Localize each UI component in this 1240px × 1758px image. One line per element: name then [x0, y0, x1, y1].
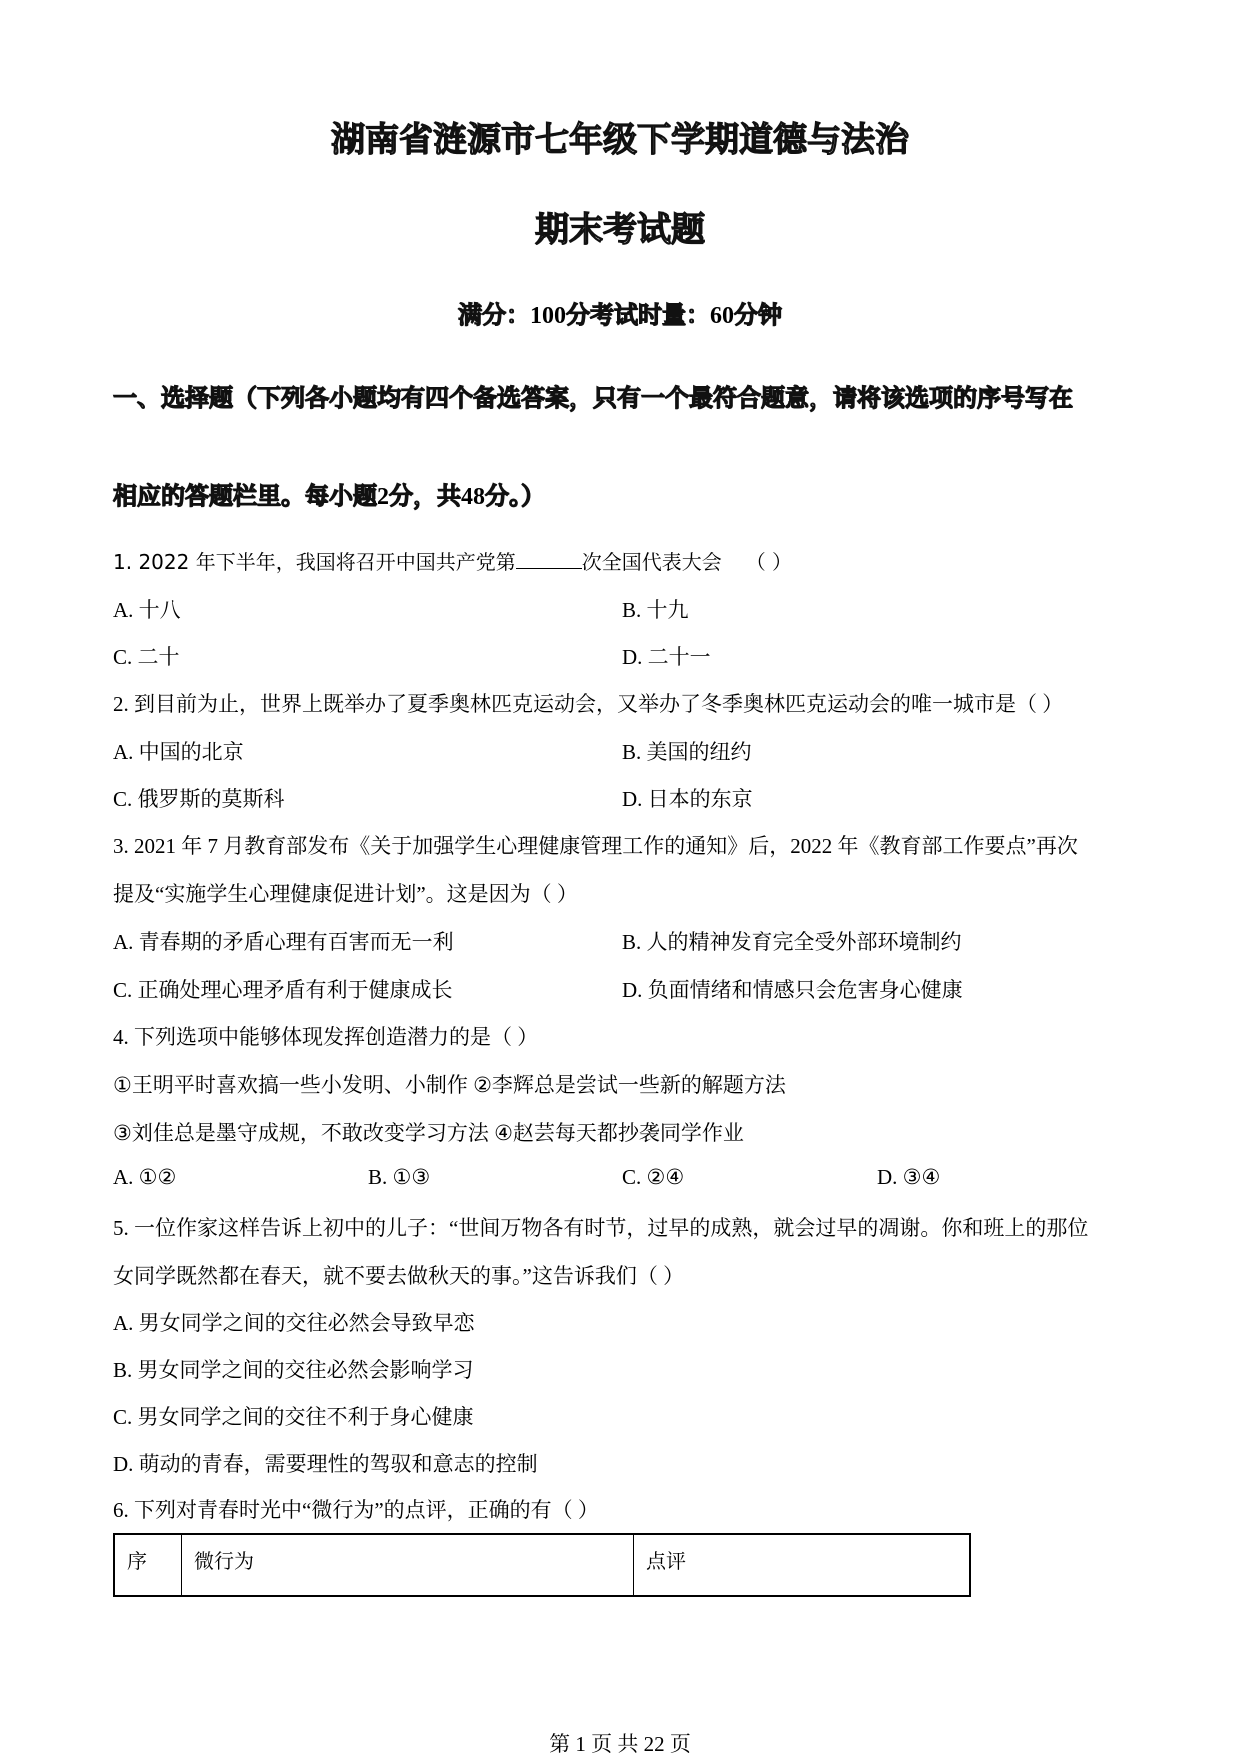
score-time-line: [0, 295, 1240, 330]
question-5-option-d: D. 萌动的青春，需要理性的驾驭和意志的控制: [113, 1452, 538, 1476]
question-4-option-a: A. ①②: [113, 1165, 177, 1189]
answer-blank: [516, 550, 582, 569]
question-6-stem: 6. 下列对青春时光中“微行为”的点评，正确的有（ ）: [113, 1498, 599, 1522]
total-points: 48: [461, 484, 485, 510]
table-header-behavior: 微行为: [182, 1534, 634, 1596]
score-label: 满分：: [458, 301, 530, 329]
question-2-option-a: A. 中国的北京: [113, 740, 244, 764]
question-4-option-c: C. ②④: [622, 1165, 685, 1189]
question-4-items-line1: ①王明平时喜欢搞一些小发明、小制作 ②李辉总是尝试一些新的解题方法: [113, 1073, 786, 1097]
question-text: 1. 2022 年下半年，我国将召开中国共产党第: [113, 550, 516, 574]
points-per-question: 2: [377, 484, 389, 510]
question-3-stem-line2: 提及“实施学生心理健康促进计划”。这是因为（ ）: [113, 882, 578, 906]
question-4-option-d: D. ③④: [877, 1165, 941, 1189]
section-heading-line2: [113, 476, 545, 511]
question-1-option-d: D. 二十一: [622, 645, 711, 669]
question-3-stem-line1: 3. 2021 年 7 月教育部发布《关于加强学生心理健康管理工作的通知》后，2022 年《教育部工作要点”再次: [113, 834, 1078, 858]
table-header-comment: 点评: [634, 1534, 971, 1596]
question-4-items-line2: ③刘佳总是墨守成规，不敢改变学习方法 ④赵芸每天都抄袭同学作业: [113, 1121, 744, 1145]
question-3-option-b: B. 人的精神发育完全受外部环境制约: [622, 930, 962, 954]
question-4-stem: 4. 下列选项中能够体现发挥创造潜力的是（ ）: [113, 1025, 539, 1049]
question-2-option-c: C. 俄罗斯的莫斯科: [113, 787, 285, 811]
section-text: 相应的答题栏里。每小题: [113, 482, 377, 510]
table-header-index: 序: [114, 1534, 182, 1596]
question-3-option-d: D. 负面情绪和情感只会危害身心健康: [622, 978, 963, 1002]
section-heading-line1: 一、选择题（下列各小题均有四个备选答案，只有一个最符合题意，请将该选项的序号写在: [113, 384, 1073, 412]
question-5-stem-line2: 女同学既然都在春天，就不要去做秋天的事。”这告诉我们（ ）: [113, 1264, 685, 1288]
score-mid: 分考试时量：: [566, 301, 710, 329]
question-2-option-b: B. 美国的纽约: [622, 740, 752, 764]
score-value: 100: [530, 303, 566, 329]
question-5-stem-line1: 5. 一位作家这样告诉上初中的儿子：“世间万物各有时节，过早的成熟，就会过早的凋谢。你和班上的那位: [113, 1216, 1089, 1240]
document-title-line2: 期末考试题: [535, 210, 705, 250]
question-2-stem: 2. 到目前为止，世界上既举办了夏季奥林匹克运动会，又举办了冬季奥林匹克运动会的唯一城市是（ ）: [113, 692, 1064, 716]
time-value: 60: [710, 303, 734, 329]
question-1-option-b: B. 十九: [622, 598, 689, 622]
question-3-option-c: C. 正确处理心理矛盾有利于健康成长: [113, 978, 453, 1002]
question-1-option-a: A. 十八: [113, 598, 181, 622]
answer-bracket: （ ）: [745, 550, 793, 574]
document-title-line1: 湖南省涟源市七年级下学期道德与法治: [331, 120, 909, 160]
page-number-footer: 第 1 页 共 22 页: [549, 1732, 691, 1756]
micro-behavior-table: [113, 1533, 971, 1597]
question-2-option-d: D. 日本的东京: [622, 787, 753, 811]
question-1-stem: [113, 546, 792, 575]
time-unit: 分钟: [734, 301, 782, 329]
question-text: 次全国代表大会: [581, 550, 722, 574]
section-text: 分。）: [485, 482, 545, 510]
section-text: 分，共: [389, 482, 461, 510]
question-3-option-a: A. 青春期的矛盾心理有百害而无一利: [113, 930, 454, 954]
question-5-option-c: C. 男女同学之间的交往不利于身心健康: [113, 1405, 474, 1429]
table-header-row: [114, 1534, 970, 1596]
question-5-option-a: A. 男女同学之间的交往必然会导致早恋: [113, 1311, 475, 1335]
question-5-option-b: B. 男女同学之间的交往必然会影响学习: [113, 1358, 474, 1382]
question-1-option-c: C. 二十: [113, 645, 180, 669]
question-4-option-b: B. ①③: [368, 1165, 431, 1189]
